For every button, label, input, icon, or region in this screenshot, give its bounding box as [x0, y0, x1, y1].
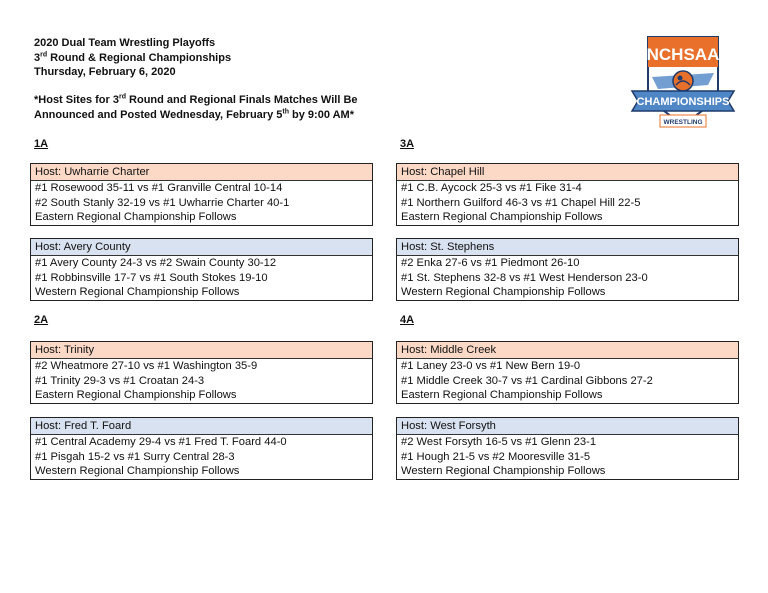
- svg-text:NCHSAA: NCHSAA: [646, 45, 720, 64]
- regional-note: Western Regional Championship Follows: [35, 286, 240, 298]
- matchup-box-3a-east: [396, 163, 739, 226]
- matchup-box-2a-west: [30, 417, 373, 480]
- matchup-line: #1 Middle Creek 30-7 vs #1 Cardinal Gibbons 27-2: [401, 374, 653, 387]
- regional-note: Western Regional Championship Follows: [35, 465, 240, 477]
- section-1a-label: 1A: [34, 138, 49, 150]
- matchup-line: #1 St. Stephens 32-8 vs #1 West Henderson 23-0: [401, 271, 648, 284]
- regional-note: Eastern Regional Championship Follows: [35, 389, 237, 401]
- host-notice: [34, 93, 358, 123]
- matchup-box-4a-east: [396, 341, 739, 404]
- document-title: 2020 Dual Team Wrestling Playoffs: [34, 37, 216, 49]
- matchup-line: #1 Laney 23-0 vs #1 New Bern 19-0: [401, 360, 581, 372]
- regional-note: Eastern Regional Championship Follows: [35, 211, 237, 223]
- host-site: Host: West Forsyth: [397, 418, 738, 435]
- matchup-line: #1 Central Academy 29-4 vs #1 Fred T. Foard 44-0: [35, 436, 287, 448]
- host-notice-line-1: *Host Sites for 3rd Round and Regional Finals Matches Will Be: [34, 93, 358, 106]
- host-site: Host: Avery County: [31, 239, 372, 256]
- matchup-line: #1 Rosewood 35-11 vs #1 Granville Central 10-14: [35, 182, 283, 194]
- regional-note: Western Regional Championship Follows: [401, 286, 606, 298]
- svg-text:CHAMPIONSHIPS: CHAMPIONSHIPS: [636, 96, 730, 108]
- matchup-box-1a-east: [30, 163, 373, 226]
- section-4a-label: 4A: [400, 314, 415, 326]
- matchup-line: #1 C.B. Aycock 25-3 vs #1 Fike 31-4: [401, 182, 582, 194]
- section-2a-label: 2A: [34, 314, 49, 326]
- round-title: 3rd Round & Regional Championships: [34, 50, 232, 64]
- host-site: Host: Chapel Hill: [397, 164, 738, 181]
- matchup-box-1a-west: [30, 238, 373, 301]
- matchup-box-2a-east: [30, 341, 373, 404]
- host-site: Host: Middle Creek: [397, 342, 738, 359]
- matchup-line: #2 South Stanly 32-19 vs #1 Uwharrie Charter 40-1: [35, 196, 290, 209]
- matchup-line: #1 Pisgah 15-2 vs #1 Surry Central 28-3: [35, 450, 235, 463]
- host-site: Host: Uwharrie Charter: [31, 164, 372, 181]
- host-site: Host: St. Stephens: [397, 239, 738, 256]
- nchsaa-wrestling-logo: [630, 33, 736, 133]
- event-date: Thursday, February 6, 2020: [34, 66, 176, 78]
- regional-note: Eastern Regional Championship Follows: [401, 389, 603, 401]
- regional-note: Western Regional Championship Follows: [401, 465, 606, 477]
- svg-text:WRESTLING: WRESTLING: [663, 119, 703, 126]
- section-3a-label: 3A: [400, 138, 415, 150]
- host-notice-line-2: Announced and Posted Wednesday, February 5th by 9:00 AM*: [34, 108, 354, 121]
- host-site: Host: Trinity: [31, 342, 372, 359]
- document-header: [34, 36, 231, 80]
- matchup-box-4a-west: [396, 417, 739, 480]
- matchup-line: #2 Wheatmore 27-10 vs #1 Washington 35-9: [35, 360, 258, 372]
- nchsaa-logo: [630, 33, 736, 133]
- matchup-line: #1 Northern Guilford 46-3 vs #1 Chapel Hill 22-5: [401, 196, 641, 209]
- matchup-line: #1 Robbinsville 17-7 vs #1 South Stokes 19-10: [35, 271, 268, 284]
- host-site: Host: Fred T. Foard: [31, 418, 372, 435]
- matchup-line: #2 West Forsyth 16-5 vs #1 Glenn 23-1: [401, 436, 597, 448]
- regional-note: Eastern Regional Championship Follows: [401, 211, 603, 223]
- matchup-line: #1 Avery County 24-3 vs #2 Swain County 30-12: [35, 257, 277, 269]
- matchup-line: #1 Hough 21-5 vs #2 Mooresville 31-5: [401, 450, 591, 463]
- matchup-line: #1 Trinity 29-3 vs #1 Croatan 24-3: [35, 374, 205, 387]
- matchup-box-3a-west: [396, 238, 739, 301]
- matchup-line: #2 Enka 27-6 vs #1 Piedmont 26-10: [401, 257, 580, 269]
